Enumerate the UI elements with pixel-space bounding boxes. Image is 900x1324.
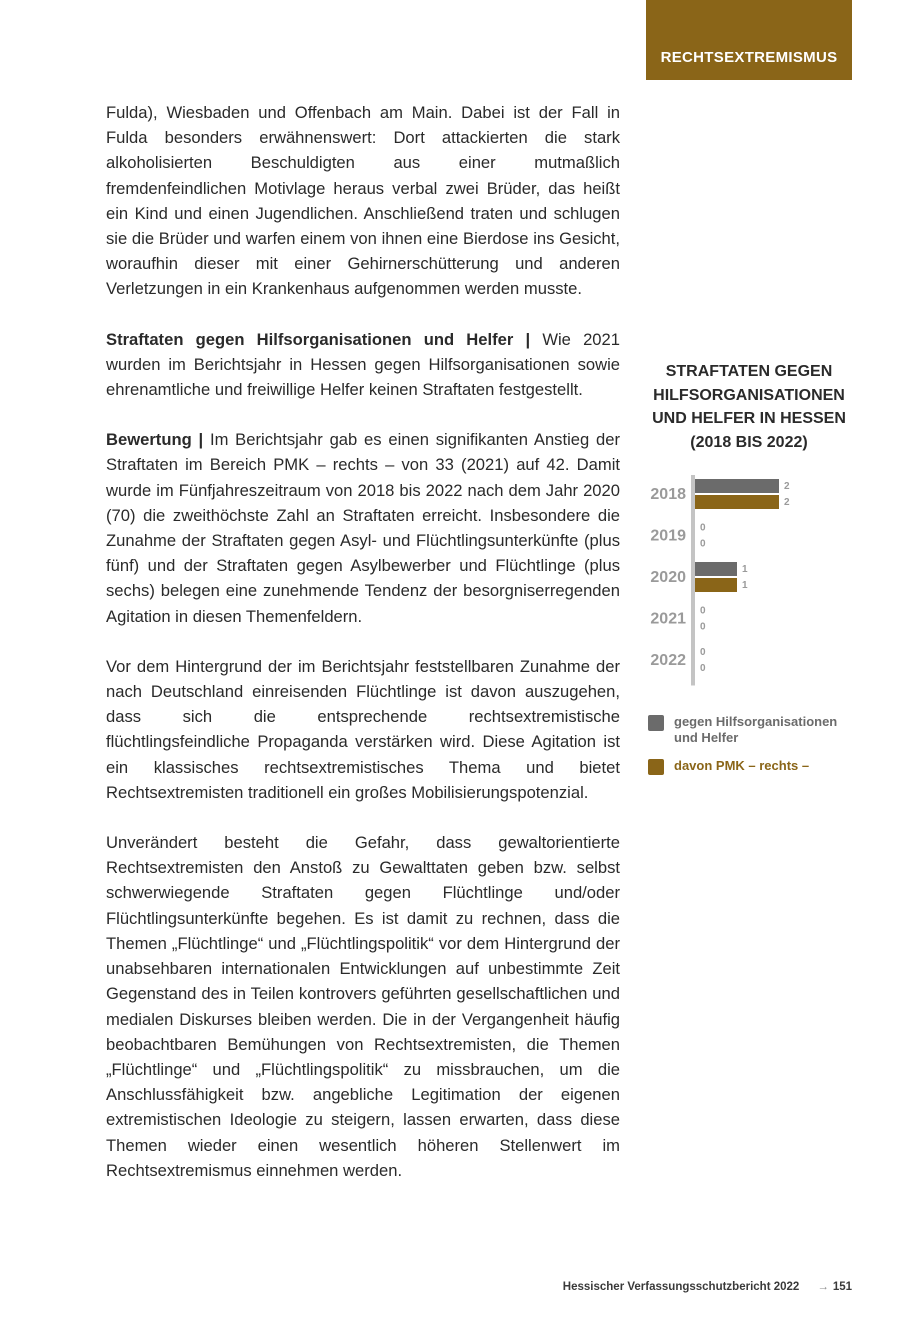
paragraph-2-text: Wie 2021 wurden im Berichtsjahr in Hessen gegen Hilfsorganisationen sowie ehrenamtliche und freiwillige Helfer keinen Straftaten festgestellt. (106, 329, 620, 400)
legend-swatch-2 (648, 759, 664, 775)
chart-title: STRAFTATEN GEGEN HILFSORGANISATIONEN UND HELFER IN HESSEN (2018 BIS 2022) (652, 363, 846, 451)
value-label-2021-series-1: 0 (700, 605, 706, 617)
legend-label-1: gegen Hilfsorganisationen und Helfer (674, 714, 838, 745)
value-label-2019-series-1: 0 (700, 522, 706, 534)
value-label-2022-series-2: 0 (700, 663, 706, 674)
section-tab (646, 0, 852, 80)
value-label-2020-series-2: 1 (742, 580, 748, 591)
value-label-2021-series-2: 0 (700, 621, 706, 633)
value-label-2020-series-1: 1 (742, 564, 748, 575)
paragraph-2-lead: Straftaten gegen Hilfsorganisationen und Helfer | (106, 329, 531, 349)
bar-2020-series-2 (695, 578, 737, 592)
year-label-2021: 2021 (650, 610, 686, 628)
page-number-block (817, 1281, 852, 1293)
legend-swatch-1 (648, 715, 664, 731)
bar-chart (640, 470, 870, 690)
page-number: 151 (832, 1281, 852, 1293)
bar-2018-series-1 (695, 479, 779, 493)
paragraph-3-lead: Bewertung | (106, 430, 204, 450)
main-text (106, 100, 620, 1208)
page-footer (563, 1281, 852, 1293)
paragraph-3 (106, 427, 620, 629)
chart-legend (648, 714, 858, 787)
value-label-2019-series-2: 0 (700, 538, 706, 550)
footer-report-title: Hessischer Verfassungsschutzbericht 2022 (562, 1281, 800, 1293)
paragraph-4: Vor dem Hintergrund der im Berichtsjahr feststellbaren Zunahme der nach Deutschland einreisenden Flüchtlinge ist davon auszugehen, dass sich die entsprechende rechtsextremistische flüchtlingsfeindliche Propaganda verstärken wird. Diese Agitation ist ein klassisches rechtsextremistisches Thema und bietet Rechtsextremisten traditionell ein großes Mobilisierungspotenzial. (106, 656, 620, 802)
chart-axis (691, 475, 695, 686)
year-label-2020: 2020 (650, 569, 686, 586)
section-title: RECHTSEXTREMISMUS (660, 49, 838, 66)
year-label-2022: 2022 (650, 652, 686, 669)
value-label-2022-series-1: 0 (700, 647, 706, 658)
legend-item-2 (648, 758, 858, 775)
paragraph-3-text: Im Berichtsjahr gab es einen signifikanten Anstieg der Straftaten im Bereich PMK – rechts – von 33 (2021) auf 42. Damit wurde im Fünfjahreszeitraum von 2018 bis 2022 nach dem Jahr 2020 (70) die zweithöchste Zahl an Straftaten erreicht. Insbesondere die Zunahme der Straftaten gegen Asyl- und Flüchtlingsunterkünfte (plus fünf) und der Straftaten gegen Asylbewerber und Flüchtlinge (plus sechs) belegen eine zunehmende Tendenz der besorgniserregenden Agitation in diesen Themenfeldern. (106, 430, 620, 626)
legend-item-1 (648, 714, 858, 746)
arrow-right-icon: → (817, 1281, 829, 1293)
paragraph-1: Fulda), Wiesbaden und Offenbach am Main. Dabei ist der Fall in Fulda besonders erwähnenswert: Dort attackierten die stark alkoholisierten Beschuldigten aus einer mutmaßlich fremdenfeindlichen Motivlage heraus verbal zwei Brüder, das heißt ein Kind und einen Jugendlichen. Anschließend traten und schlugen sie die Brüder und warfen einem von ihnen eine Bierdose ins Gesicht, woraufhin dieser mit einer Gehirnerschütterung und anderen Verletzungen in ein Krankenhaus aufgenommen werden musste. (106, 103, 620, 299)
value-label-2018-series-2: 2 (784, 497, 790, 508)
legend-label-2: davon PMK – rechts – (674, 758, 810, 773)
value-label-2018-series-1: 2 (784, 481, 790, 492)
paragraph-5: Unverändert besteht die Gefahr, dass gewaltorientierte Rechtsextremisten den Anstoß zu Gewalttaten geben bzw. selbst schwerwiegende Straftaten gegen Flüchtlinge und/oder Flüchtlingsunterkünfte begehen. Es ist damit zu rechnen, dass die Themen „Flüchtlinge“ und „Flüchtlingspolitik“ vor dem Hintergrund der unabsehbaren internationalen Entwicklungen auf unbestimmte Zeit Gegenstand des in Teilen kontrovers geführten gesellschaftlichen und medialen Diskurses bleiben werden. Die in der Vergangenheit häufig beobachtbaren Bemühungen von Rechtsextremisten, die Themen „Flüchtlinge“ und „Flüchtlingspolitik“ zu missbrauchen, um die Anschlussfähigkeit bzw. angebliche Legitimation der eigenen extremistischen Ideologie zu steigern, lassen erwarten, dass diese Themen wieder einen wesentlich höheren Stellenwert im Rechtsextremismus einnehmen werden. (106, 833, 620, 1180)
bar-2018-series-2 (695, 495, 779, 509)
bar-2020-series-1 (695, 562, 737, 576)
year-label-2019: 2019 (650, 527, 686, 545)
paragraph-2 (106, 327, 620, 403)
year-label-2018: 2018 (650, 486, 686, 503)
